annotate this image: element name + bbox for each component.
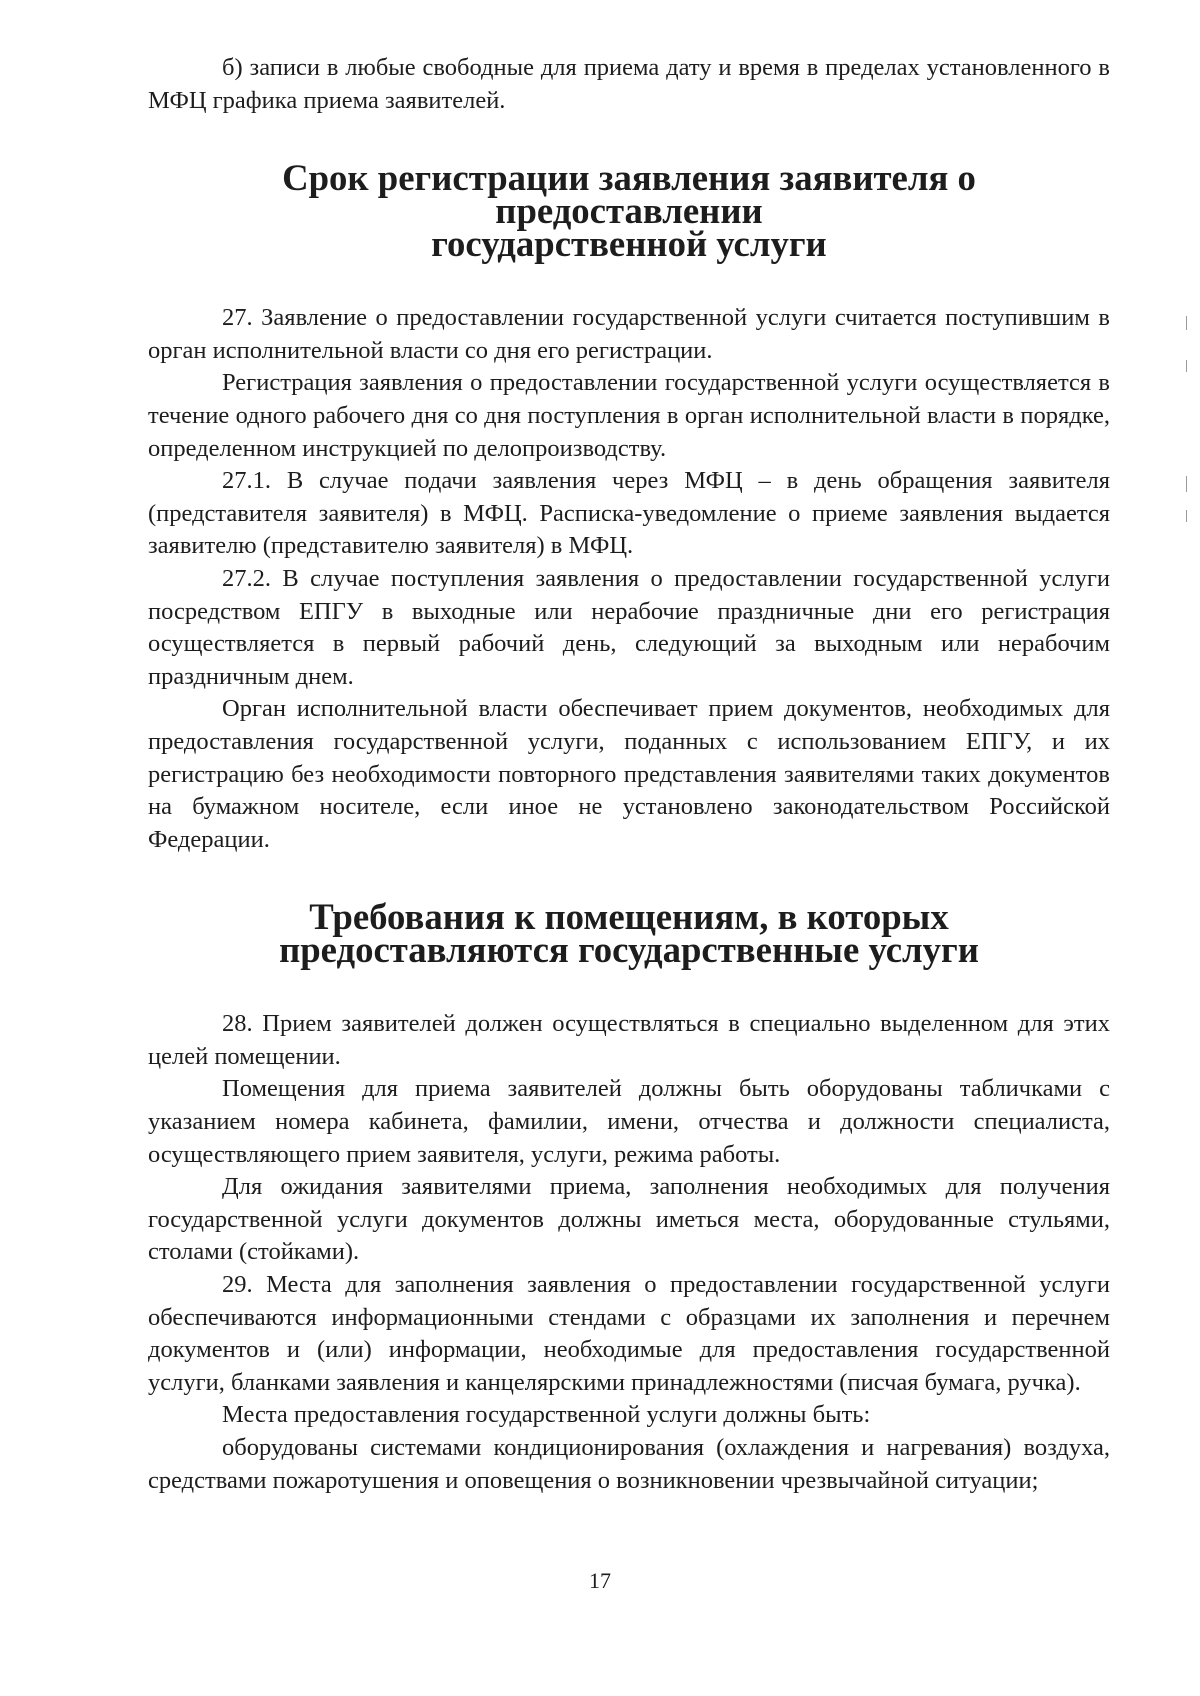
paragraph-registration-term: Регистрация заявления о предоставлении государственной услуги осуществляется в течение одного рабочего дня со дня поступления в орган исполнительной власти в порядке, определенном инструкцией по делопроизводству. (148, 369, 1110, 462)
paragraph-29: 29. Места для заполнения заявления о предоставлении государственной услуги обеспечиваются информационными стендами с образцами их заполнения и перечнем документов и (или) информации, необходимые для предоставления государственной услуги, бланками заявления и канцелярскими принадлежностями (писчая бумага, ручка). (148, 1271, 1110, 1396)
paragraph-27-1: 27.1. В случае подачи заявления через МФЦ – в день обращения заявителя (представителя заявителя) в МФЦ. Расписка-уведомление о приеме заявления выдается заявителю (представителю заявителя) в МФЦ. (148, 467, 1110, 560)
paragraph-waiting-places: Для ожидания заявителями приема, заполнения необходимых для получения государственной услуги документов должны иметься места, оборудованные стульями, столами (стойками). (148, 1173, 1110, 1266)
intro-paragraph: б) записи в любые свободные для приема дату и время в пределах установленного в МФЦ графика приема заявителей. (148, 54, 1110, 114)
paragraph-places-must-be: Места предоставления государственной услуги должны быть: (222, 1401, 871, 1429)
scan-edge-mark (1186, 476, 1187, 492)
paragraph-epgu-documents: Орган исполнительной власти обеспечивает прием документов, необходимых для предоставления государственной услуги, поданных с использованием ЕПГУ, и их регистрацию без необходимости повторного представления заявителями таких документов на бумажном носителе, если иное не установлено законодательством Российской Федерации. (148, 695, 1110, 853)
paragraph-premises-signs: Помещения для приема заявителей должны быть оборудованы табличками с указанием номера кабинета, фамилии, имени, отчества и должности специалиста, осуществляющего прием заявителя, услуги, режима работы. (148, 1075, 1110, 1168)
scan-edge-mark (1186, 510, 1187, 522)
paragraph-equipment: оборудованы системами кондиционирования (охлаждения и нагревания) воздуха, средствами пожаротушения и оповещения о возникновении чрезвычайной ситуации; (148, 1434, 1110, 1494)
section-heading-registration (148, 157, 1110, 265)
section-heading-premises (148, 896, 1110, 971)
paragraph-27: 27. Заявление о предоставлении государственной услуги считается поступившим в орган исполнительной власти со дня его регистрации. (148, 304, 1110, 364)
section-heading-line: государственной услуги (431, 223, 827, 265)
document-page (148, 52, 1110, 1497)
page-number: 17 (589, 1568, 611, 1593)
section-heading-line: Срок регистрации заявления заявителя о предоставлении (282, 157, 976, 232)
scan-edge-mark (1186, 316, 1187, 330)
scan-edge-mark (1186, 360, 1187, 372)
paragraph-28: 28. Прием заявителей должен осуществляться в специально выделенном для этих целей помещении. (148, 1010, 1110, 1070)
section-heading-line: предоставляются государственные услуги (279, 929, 979, 971)
section-heading-line: Требования к помещениям, в которых (309, 896, 949, 938)
paragraph-27-2: 27.2. В случае поступления заявления о предоставлении государственной услуги посредством ЕПГУ в выходные или нерабочие праздничные дни его регистрация осуществляется в первый рабочий день, следующий за выходным или нерабочим праздничным днем. (148, 564, 1110, 690)
